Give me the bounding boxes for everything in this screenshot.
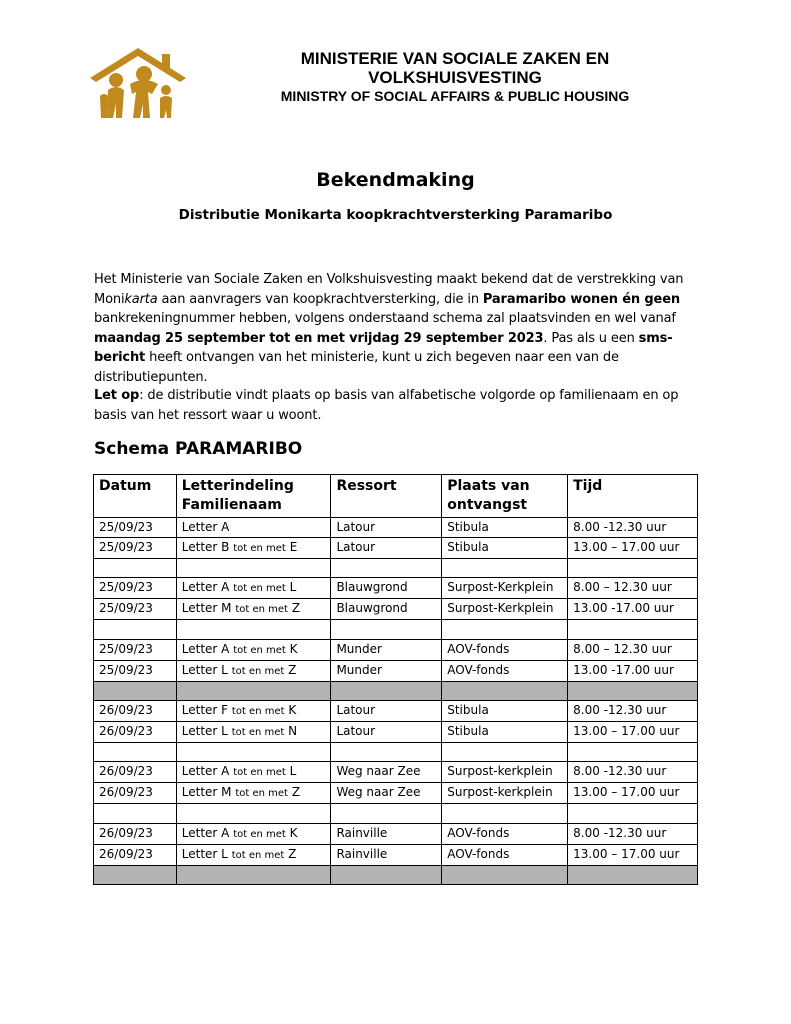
header-ressort: Ressort — [331, 475, 442, 518]
intro-text-dates: maandag 25 september tot en met vrijdag 29 september 2023 — [94, 330, 544, 346]
distribution-schedule-table — [93, 474, 698, 885]
intro-text-e: heeft ontvangen van het ministerie, kunt u zich begeven naar een van de distributiepunten. — [94, 350, 619, 385]
table-header-row — [94, 475, 698, 518]
notice-paragraph — [94, 386, 704, 425]
header-tijd: Tijd — [568, 475, 698, 518]
table-row: 25/09/23 Letter L tot en met Z Munder AOV-fonds 13.00 -17.00 uur — [94, 660, 698, 681]
ministry-name-line-2: VOLKSHUISVESTING — [368, 68, 542, 87]
schema-heading: Schema PARAMARIBO — [94, 439, 303, 459]
intro-paragraph — [94, 270, 704, 387]
table-row: 26/09/23 Letter L tot en met Z Rainville AOV-fonds 13.00 – 17.00 uur — [94, 844, 698, 865]
table-row: 25/09/23 Letter A tot en met L Blauwgrond Surpost-Kerkplein 8.00 – 12.30 uur — [94, 578, 698, 599]
intro-text-italic: karta — [124, 291, 158, 307]
table-row: 26/09/23 Letter M tot en met Z Weg naar Zee Surpost-kerkplein 13.00 – 17.00 uur — [94, 783, 698, 804]
table-row: 26/09/23 Letter F tot en met K Latour Stibula 8.00 -12.30 uur — [94, 700, 698, 721]
notice-label: Let op — [94, 388, 140, 403]
table-row: 25/09/23 Letter B tot en met E Latour Stibula 13.00 – 17.00 uur — [94, 537, 698, 558]
table-row: 26/09/23 Letter A tot en met K Rainville AOV-fonds 8.00 -12.30 uur — [94, 823, 698, 844]
notice-text: : de distributie vindt plaats op basis van alfabetische volgorde op familienaam en op basis van het ressort waar u woont. — [94, 388, 679, 423]
table-row: 26/09/23 Letter L tot en met N Latour Stibula 13.00 – 17.00 uur — [94, 721, 698, 742]
intro-text-a: Het Ministerie van Sociale Zaken en Volkshuisvesting maakt bekend dat de verstrekking van Moni — [94, 272, 684, 307]
table-spacer-row — [94, 804, 698, 824]
header-plaats: Plaats van ontvangst — [442, 475, 568, 518]
table-row: 25/09/23 Letter A Latour Stibula 8.00 -12.30 uur — [94, 518, 698, 538]
header-datum: Datum — [94, 475, 177, 518]
table-divider-row — [94, 865, 698, 884]
table-row: 25/09/23 Letter M tot en met Z Blauwgrond Surpost-Kerkplein 13.00 -17.00 uur — [94, 599, 698, 620]
ministry-name-english: MINISTRY OF SOCIAL AFFAIRS & PUBLIC HOUSING — [280, 88, 630, 104]
table-spacer-row — [94, 620, 698, 640]
intro-text-b: aan aanvragers van koopkrachtversterking, die in — [157, 291, 483, 307]
table-divider-row — [94, 681, 698, 700]
table-row: 26/09/23 Letter A tot en met L Weg naar Zee Surpost-kerkplein 8.00 -12.30 uur — [94, 762, 698, 783]
ministry-name-line-1: MINISTERIE VAN SOCIALE ZAKEN EN — [300, 49, 610, 68]
intro-text-d: . Pas als u een — [543, 330, 639, 346]
ministry-logo-icon — [86, 44, 190, 122]
table-row: 25/09/23 Letter A tot en met K Munder AOV-fonds 8.00 – 12.30 uur — [94, 639, 698, 660]
intro-text-bold-1: Paramaribo wonen én geen — [482, 291, 680, 307]
intro-text-sms: sms-bericht — [94, 330, 673, 365]
header-letterindeling: Letterindeling Familienaam — [176, 475, 331, 518]
intro-text-c: bankrekeningnummer hebben, volgens onderstaand schema zal plaatsvinden en wel vanaf — [94, 311, 676, 326]
announcement-subtitle: Distributie Monikarta koopkrachtversterking Paramaribo — [178, 207, 613, 223]
table-spacer-row — [94, 742, 698, 762]
announcement-title: Bekendmaking — [316, 169, 475, 191]
table-spacer-row — [94, 558, 698, 578]
